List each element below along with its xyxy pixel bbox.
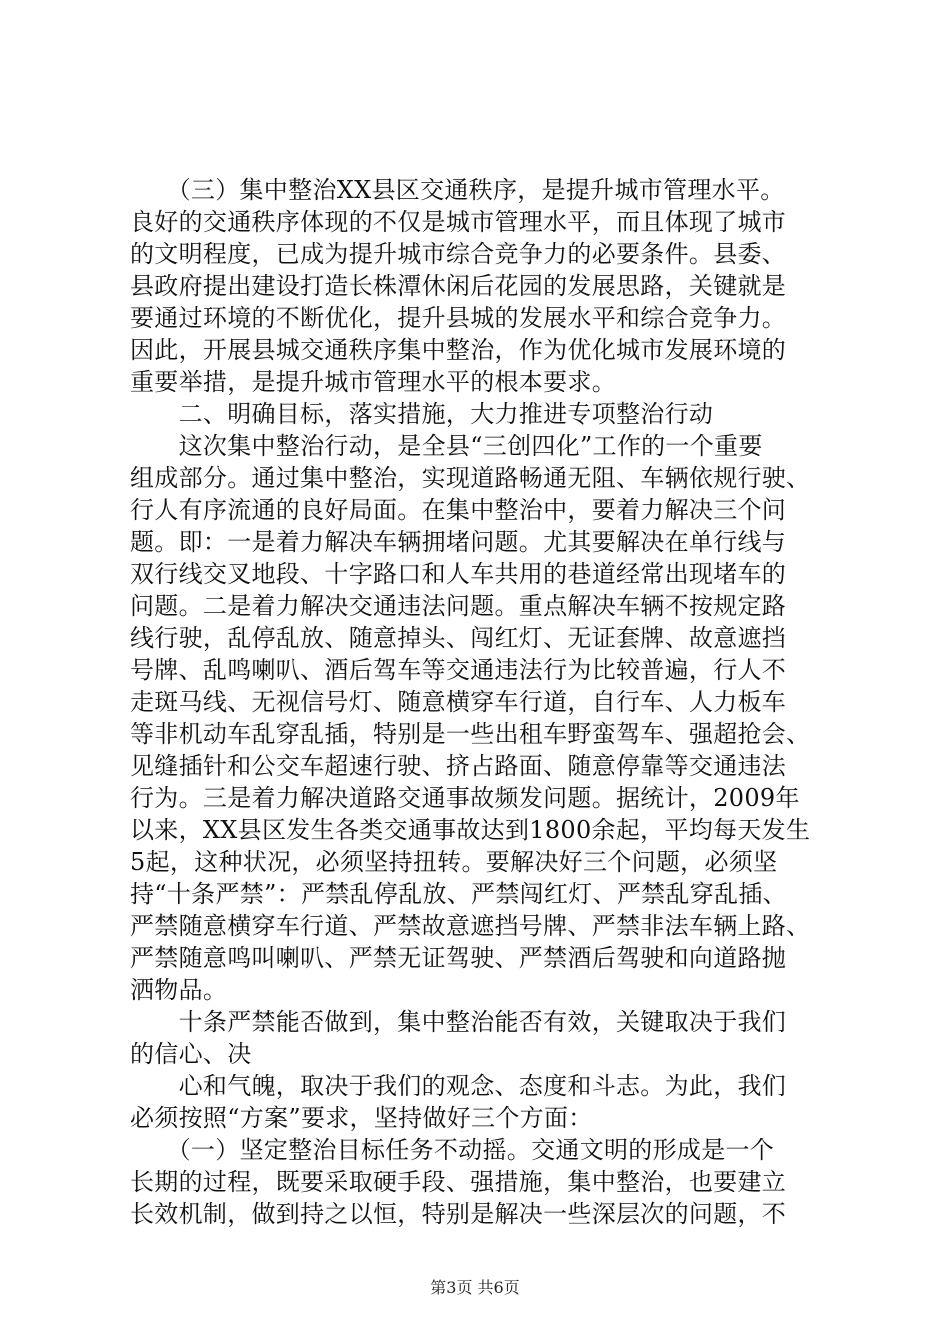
text-line: 长效机制，做到持之以恒，特别是解决一些深层次的问题，不 [130, 1200, 787, 1228]
text-line: 5起，这种状况，必须坚持扭转。要解决好三个问题，必须坚 [130, 848, 778, 876]
text-line: 见缝插针和公交车超速行驶、挤占路面、随意停靠等交通违法 [130, 752, 787, 780]
text-line: 双行线交叉地段、十字路口和人车共用的巷道经常出现堵车的 [130, 560, 787, 588]
text-line: （三）集中整治XX县区交通秩序，是提升城市管理水平。 [130, 176, 785, 204]
text-line: 良好的交通秩序体现的不仅是城市管理水平，而且体现了城市 [130, 208, 787, 236]
text-line: 的文明程度，已成为提升城市综合竞争力的必要条件。县委、 [130, 240, 787, 268]
text-line: 因此，开展县城交通秩序集中整治，作为优化城市发展环境的 [130, 336, 787, 364]
text-line: 这次集中整治行动，是全县“三创四化”工作的一个重要 [130, 432, 763, 460]
text-line: 等非机动车乱穿乱插，特别是一些出租车野蛮驾车、强超抢会、 [130, 720, 811, 748]
text-line: 走斑马线、无视信号灯、随意横穿车行道，自行车、人力板车 [130, 688, 787, 716]
text-line: 心和气魄，取决于我们的观念、态度和斗志。为此，我们 [130, 1072, 787, 1100]
text-line: 线行驶，乱停乱放、随意掉头、闯红灯、无证套牌、故意遮挡 [130, 624, 787, 652]
text-line: 的信心、决 [130, 1040, 252, 1068]
text-line: 号牌、乱鸣喇叭、酒后驾车等交通违法行为比较普遍，行人不 [130, 656, 787, 684]
text-line: 以来，XX县区发生各类交通事故达到1800余起，平均每天发生 [130, 816, 811, 844]
text-line: 重要举措，是提升城市管理水平的根本要求。 [130, 368, 616, 396]
text-line: 洒物品。 [130, 976, 228, 1004]
text-line: 持“十条严禁”：严禁乱停乱放、严禁闯红灯、严禁乱穿乱插、 [130, 880, 787, 908]
text-line: 县政府提出建设打造长株潭休闲后花园的发展思路，关键就是 [130, 272, 787, 300]
text-line: 十条严禁能否做到，集中整治能否有效，关键取决于我们 [130, 1008, 787, 1036]
text-line: 组成部分。通过集中整治，实现道路畅通无阻、车辆依规行驶、 [130, 464, 811, 492]
text-line: 长期的过程，既要采取硬手段、强措施，集中整治，也要建立 [130, 1168, 787, 1196]
text-line: 题。即：一是着力解决车辆拥堵问题。尤其要解决在单行线与 [130, 528, 787, 556]
text-line: 行为。三是着力解决道路交通事故频发问题。据统计，2009年 [130, 784, 800, 812]
text-line: （一）坚定整治目标任务不动摇。交通文明的形成是一个 [130, 1136, 775, 1164]
text-line: 严禁随意横穿车行道、严禁故意遮挡号牌、严禁非法车辆上路、 [130, 912, 811, 940]
text-line: 严禁随意鸣叫喇叭、严禁无证驾驶、严禁酒后驾驶和向道路抛 [130, 944, 787, 972]
text-line: 问题。二是着力解决交通违法问题。重点解决车辆不按规定路 [130, 592, 787, 620]
section-heading: 二、明确目标，落实措施，大力推进专项整治行动 [130, 400, 714, 428]
text-line: 必须按照“方案”要求，坚持做好三个方面： [130, 1104, 593, 1132]
text-line: 行人有序流通的良好局面。在集中整治中，要着力解决三个问 [130, 496, 787, 524]
page-number: 第3页 共6页 [430, 1278, 520, 1297]
text-line: 要通过环境的不断优化，提升县城的发展水平和综合竞争力。 [130, 304, 787, 332]
